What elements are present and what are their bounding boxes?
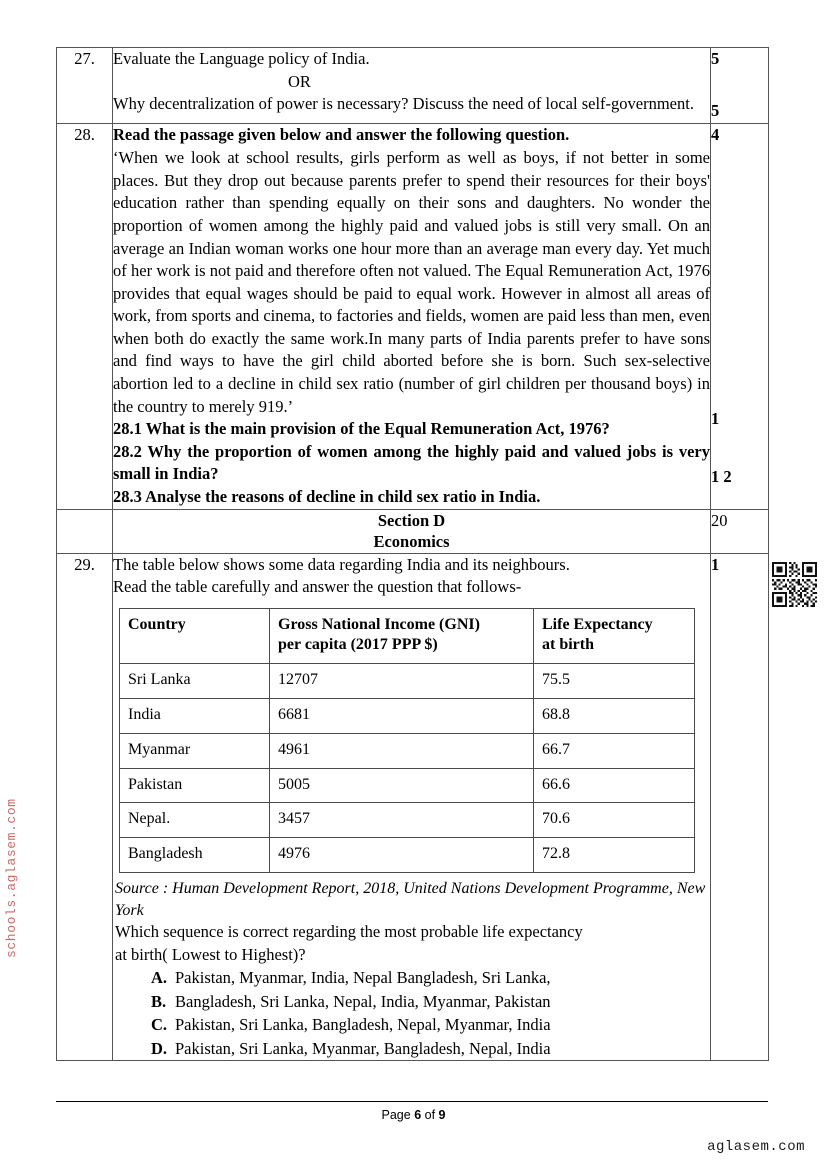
corner-watermark: aglasem.com xyxy=(707,1139,805,1155)
gni-life-expectancy-table xyxy=(119,608,695,873)
cell-life-expectancy: 70.6 xyxy=(534,803,695,838)
option-c-text: Pakistan, Sri Lanka, Bangladesh, Nepal, Myanmar, India xyxy=(175,1015,551,1035)
cell-gni: 4961 xyxy=(270,733,534,768)
option-a-letter: A. xyxy=(151,968,168,988)
question-body xyxy=(113,48,711,124)
option-b-text: Bangladesh, Sri Lanka, Nepal, India, Myanmar, Pakistan xyxy=(175,991,551,1011)
cell-life-expectancy: 66.7 xyxy=(534,733,695,768)
option-c[interactable] xyxy=(151,1013,710,1036)
table-row xyxy=(57,553,769,1061)
option-b[interactable] xyxy=(151,990,710,1013)
column-header-gni xyxy=(270,608,534,664)
footer-divider xyxy=(56,1101,768,1102)
q28-passage: ‘When we look at school results, girls perform as well as boys, if not better in some places. But they drop out because parents prefer to spend their resources for their boys' education rather than spending equally on their sons and daughters. No wonder the proportion of women among the highly paid and valued jobs is still very small. On an average an Indian woman works one hour more than an average man every day. Yet much of her work is not paid and therefore often not valued. The Equal Remuneration Act, 1976 provides that equal wages should be paid to equal work. However in almost all areas of work, from sports and cinema, to factories and fields, women are paid less than men, even when both do exactly the same work.In many parts of India parents prefer to have sons and find ways to have the girl child aborted before she is born. Such sex-selective abortion led to a decline in child sex ratio (number of girl children per thousand boys) in the country to merely 919.’ xyxy=(113,148,710,416)
question-body xyxy=(113,553,711,1061)
section-title: Section D xyxy=(377,510,446,530)
cell-country: Sri Lanka xyxy=(120,664,270,699)
q27-marks-bottom: 5 xyxy=(711,101,720,121)
table-source-note: Source : Human Development Report, 2018, United Nations Development Programme, New York xyxy=(115,880,706,919)
question-marks xyxy=(711,553,769,1061)
life-header-line-1: Life Expectancy xyxy=(542,615,653,633)
left-watermark: schools.aglasem.com xyxy=(4,798,19,958)
cell-country: Bangladesh xyxy=(120,838,270,873)
option-d-letter: D. xyxy=(151,1038,168,1058)
q28-marks-3: 2 xyxy=(723,467,732,487)
cell-gni: 6681 xyxy=(270,699,534,734)
option-a-text: Pakistan, Myanmar, India, Nepal Bangladesh, Sri Lanka, xyxy=(175,968,551,988)
section-row xyxy=(57,509,769,553)
question-paper-table xyxy=(56,47,769,1061)
option-b-letter: B. xyxy=(151,991,167,1011)
q28-marks-1: 1 xyxy=(711,408,720,428)
q28-heading: Read the passage given below and answer the following question. xyxy=(113,124,570,144)
q28-sub-2: 28.2 Why the proportion of women among the highly paid and valued jobs is very small in India? xyxy=(113,441,710,484)
data-table-header-row xyxy=(120,608,695,664)
cell-country: Myanmar xyxy=(120,733,270,768)
section-marks: 20 xyxy=(711,509,769,553)
page-footer xyxy=(0,1108,827,1122)
question-marks xyxy=(711,48,769,124)
cell-country: India xyxy=(120,699,270,734)
q28-sub-3: 28.3 Analyse the reasons of decline in child sex ratio in India. xyxy=(113,487,541,507)
cell-life-expectancy: 68.8 xyxy=(534,699,695,734)
question-number: 27. xyxy=(57,48,113,124)
table-row xyxy=(57,123,769,509)
data-row xyxy=(120,768,695,803)
q27-or-label: OR xyxy=(288,71,311,91)
footer-prefix: Page xyxy=(381,1108,415,1122)
q28-marks-2: 1 xyxy=(711,467,720,487)
data-row xyxy=(120,733,695,768)
q29-question-line-1: Which sequence is correct regarding the most probable life expectancy xyxy=(115,922,583,942)
footer-total-pages: 9 xyxy=(438,1108,446,1122)
question-marks xyxy=(711,123,769,509)
question-number: 28. xyxy=(57,123,113,509)
option-a[interactable] xyxy=(151,966,710,989)
qr-code-icon xyxy=(772,562,817,607)
data-row xyxy=(120,838,695,873)
footer-middle: of xyxy=(421,1108,439,1122)
q29-marks: 1 xyxy=(711,554,720,574)
q29-intro-line-1: The table below shows some data regarding India and its neighbours. xyxy=(113,554,570,574)
column-header-life-expectancy xyxy=(534,608,695,664)
section-number-cell xyxy=(57,509,113,553)
question-body xyxy=(113,123,711,509)
cell-life-expectancy: 72.8 xyxy=(534,838,695,873)
section-header xyxy=(113,509,711,553)
q28-marks-total: 4 xyxy=(711,124,720,144)
table-row xyxy=(57,48,769,124)
option-c-letter: C. xyxy=(151,1015,168,1035)
q29-options-list xyxy=(113,966,710,1060)
q27-marks-top: 5 xyxy=(711,49,720,68)
data-row xyxy=(120,664,695,699)
cell-gni: 5005 xyxy=(270,768,534,803)
column-header-country: Country xyxy=(120,608,270,664)
section-subtitle: Economics xyxy=(373,532,450,552)
q27-line-1: Evaluate the Language policy of India. xyxy=(113,49,370,68)
gni-header-line-1: Gross National Income (GNI) xyxy=(278,615,480,633)
cell-gni: 12707 xyxy=(270,664,534,699)
data-row xyxy=(120,803,695,838)
cell-life-expectancy: 75.5 xyxy=(534,664,695,699)
cell-gni: 3457 xyxy=(270,803,534,838)
q28-sub-1: 28.1 What is the main provision of the Equal Remuneration Act, 1976? xyxy=(113,419,610,439)
cell-gni: 4976 xyxy=(270,838,534,873)
gni-header-line-2: per capita (2017 PPP $) xyxy=(278,636,438,654)
option-d-text: Pakistan, Sri Lanka, Myanmar, Bangladesh, Nepal, India xyxy=(175,1038,551,1058)
cell-country: Nepal. xyxy=(120,803,270,838)
footer-current-page: 6 xyxy=(414,1108,422,1122)
question-number: 29. xyxy=(57,553,113,1061)
life-header-line-2: at birth xyxy=(542,636,594,654)
q27-line-2: Why decentralization of power is necessary? Discuss the need of local self-government. xyxy=(113,94,694,114)
cell-country: Pakistan xyxy=(120,768,270,803)
option-d[interactable] xyxy=(151,1037,710,1060)
cell-life-expectancy: 66.6 xyxy=(534,768,695,803)
q29-question-line-2: at birth( Lowest to Highest)? xyxy=(115,944,306,964)
data-row xyxy=(120,699,695,734)
q29-intro-line-2: Read the table carefully and answer the question that follows- xyxy=(113,577,522,597)
